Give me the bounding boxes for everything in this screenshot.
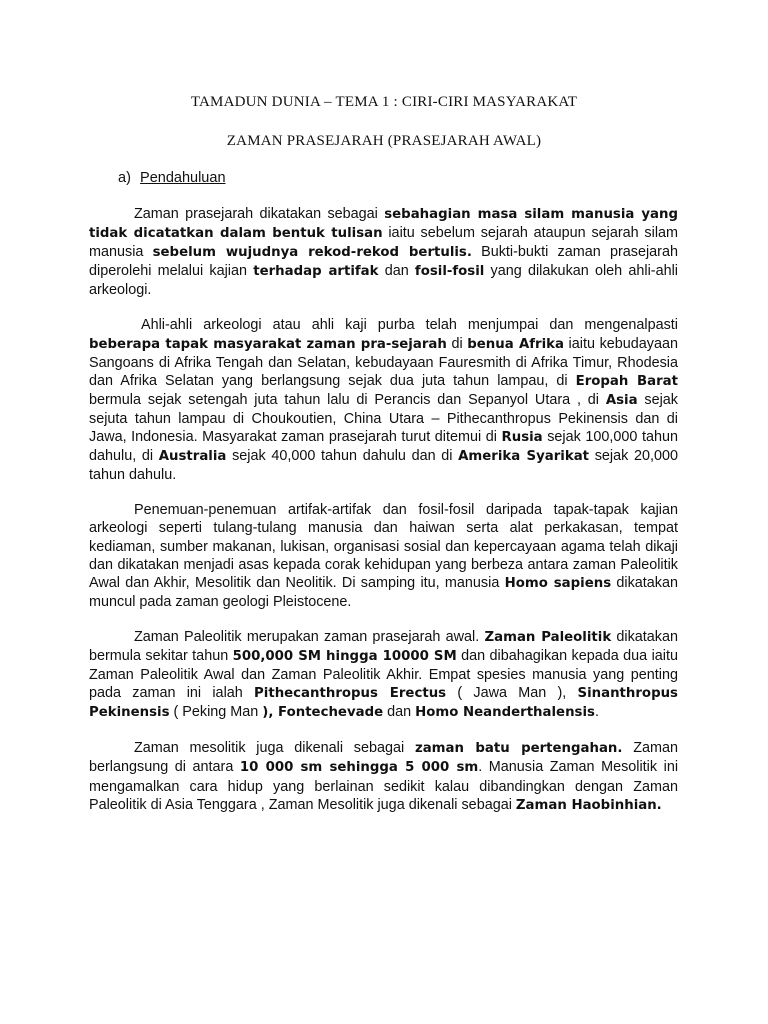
text-run: dan (383, 704, 416, 721)
bold-text-run: sebelum wujudnya rekod-rekod bertulis. (152, 245, 472, 261)
text-run: ( Jawa Man ), (446, 685, 578, 702)
text-run: Bukti-bukti zaman prasejarah diperolehi melalui kajian (89, 244, 678, 280)
paragraph-3 (89, 501, 678, 611)
bold-text-run: Asia (605, 392, 638, 408)
document-title-line-1: TAMADUN DUNIA – TEMA 1 : CIRI-CIRI MASYARAKAT (190, 94, 578, 110)
text-run: sejak 40,000 tahun dahulu dan di (226, 448, 459, 465)
bold-text-run: fosil-fosil (414, 264, 485, 280)
bold-text-run: Zaman Haobinhian. (515, 797, 662, 813)
text-run: dikatakan bermula sekitar tahun (89, 628, 678, 664)
bold-text-run: Zaman Paleolitik (484, 629, 612, 645)
bold-text-run: zaman batu pertengahan. (414, 741, 623, 757)
text-run: Zaman berlangsung di antara (89, 740, 678, 776)
section-heading (118, 170, 226, 186)
bold-text-run: benua Afrika (467, 336, 564, 352)
text-run: dan (378, 263, 415, 280)
bold-text-run: Rusia (501, 430, 543, 446)
text-run: ( Peking Man (169, 704, 263, 721)
paragraph-2 (89, 316, 678, 484)
bold-text-run: 10 000 sm sehingga 5 000 sm (239, 760, 479, 776)
text-run: Penemuan-penemuan artifak-artifak dan fosil-fosil daripada tapak-tapak kajian arkeologi seperti tulang-tulang manusia dan haiwan serta alat perkakasan, tempat kediaman, sumber makanan, lukisan, organisasi sosial dan kepercayaan agama telah dikaji dan dikatakan menjadi asas kepada corak kehidupan yang berbeza antara zaman Paleolitik Awal dan Akhir, Mesolitik dan Neolitik. Di samping itu, manusia (89, 502, 678, 591)
text-run: dikatakan muncul pada zaman geologi Pleistocene. (89, 574, 678, 610)
bold-text-run: Australia (158, 449, 227, 465)
section-heading-text: Pendahuluan (140, 170, 226, 186)
paragraph-4 (89, 628, 678, 722)
text-run: Zaman prasejarah dikatakan sebagai (134, 206, 385, 222)
text-run: Zaman mesolitik juga dikenali sebagai (134, 740, 415, 757)
text-run: sejak 100,000 tahun dahulu, di (89, 429, 678, 465)
text-run: Ahli-ahli arkeologi atau ahli kaji purba telah menjumpai dan mengenalpasti (141, 317, 678, 334)
bold-text-run: Homo sapiens (504, 575, 612, 591)
bold-text-run: 500,000 SM hingga 10000 SM (232, 648, 457, 664)
bold-text-run: Pithecanthropus Erectus (254, 686, 447, 702)
text-run: di (446, 335, 468, 352)
text-run: iaitu sebelum sejarah ataupun sejarah silam manusia (89, 225, 679, 261)
text-run: bermula sejak setengah juta tahun lalu di Perancis dan Sepanyol Utara , di (89, 391, 606, 408)
document-title-line-2: ZAMAN PRASEJARAH (PRASEJARAH AWAL) (226, 133, 542, 149)
bold-text-run: Sinanthropus Pekinensis (89, 686, 678, 721)
bold-text-run: Eropah Barat (575, 373, 678, 389)
text-run: sejak 20,000 tahun dahulu. (89, 448, 678, 484)
text-run: yang dilakukan oleh ahli-ahli arkeologi. (89, 263, 678, 299)
text-run: . Manusia Zaman Mesolitik ini mengamalkan cara hidup yang berlainan sedikit kalau dibandingkan dengan Zaman Paleolitik di Asia Tenggara , Zaman Mesolitik juga dikenali sebagai (89, 759, 679, 813)
bold-text-run: Amerika Syarikat (458, 449, 590, 465)
bold-text-run: Homo Neanderthalensis (415, 705, 595, 721)
bold-text-run: beberapa tapak masyarakat zaman pra-sejarah (89, 336, 447, 352)
paragraph-5 (89, 739, 678, 814)
text-run: dan dibahagikan kepada dua iaitu Zaman Paleolitik Awal dan Zaman Paleolitik Akhir. Empat spesies manusia yang penting pada zaman ini ialah (89, 647, 678, 702)
bold-text-run: terhadap artifak (253, 264, 379, 280)
text-run: sejak sejuta tahun lampau di Choukoutien, China Utara – Pithecanthropus Pekinensis dan di Jawa, Indonesia. Masyarakat zaman prasejarah turut ditemui di (89, 391, 678, 446)
text-run: . (594, 704, 599, 721)
section-number: a) (118, 170, 131, 186)
paragraph-1 (89, 205, 678, 299)
document-body (89, 205, 678, 832)
bold-text-run: ), Fontechevade (262, 705, 384, 721)
text-run: iaitu kebudayaan Sangoans di Afrika Tengah dan Selatan, kebudayaan Fauresmith di Afrika Timur, Rhodesia dan Afrika Selatan yang berlangsung sejak dua juta tahun lampau, di (89, 335, 678, 389)
text-run: Zaman Paleolitik merupakan zaman prasejarah awal. (134, 628, 485, 645)
bold-text-run: sebahagian masa silam manusia yang tidak dicatatkan dalam bentuk tulisan (89, 207, 678, 242)
